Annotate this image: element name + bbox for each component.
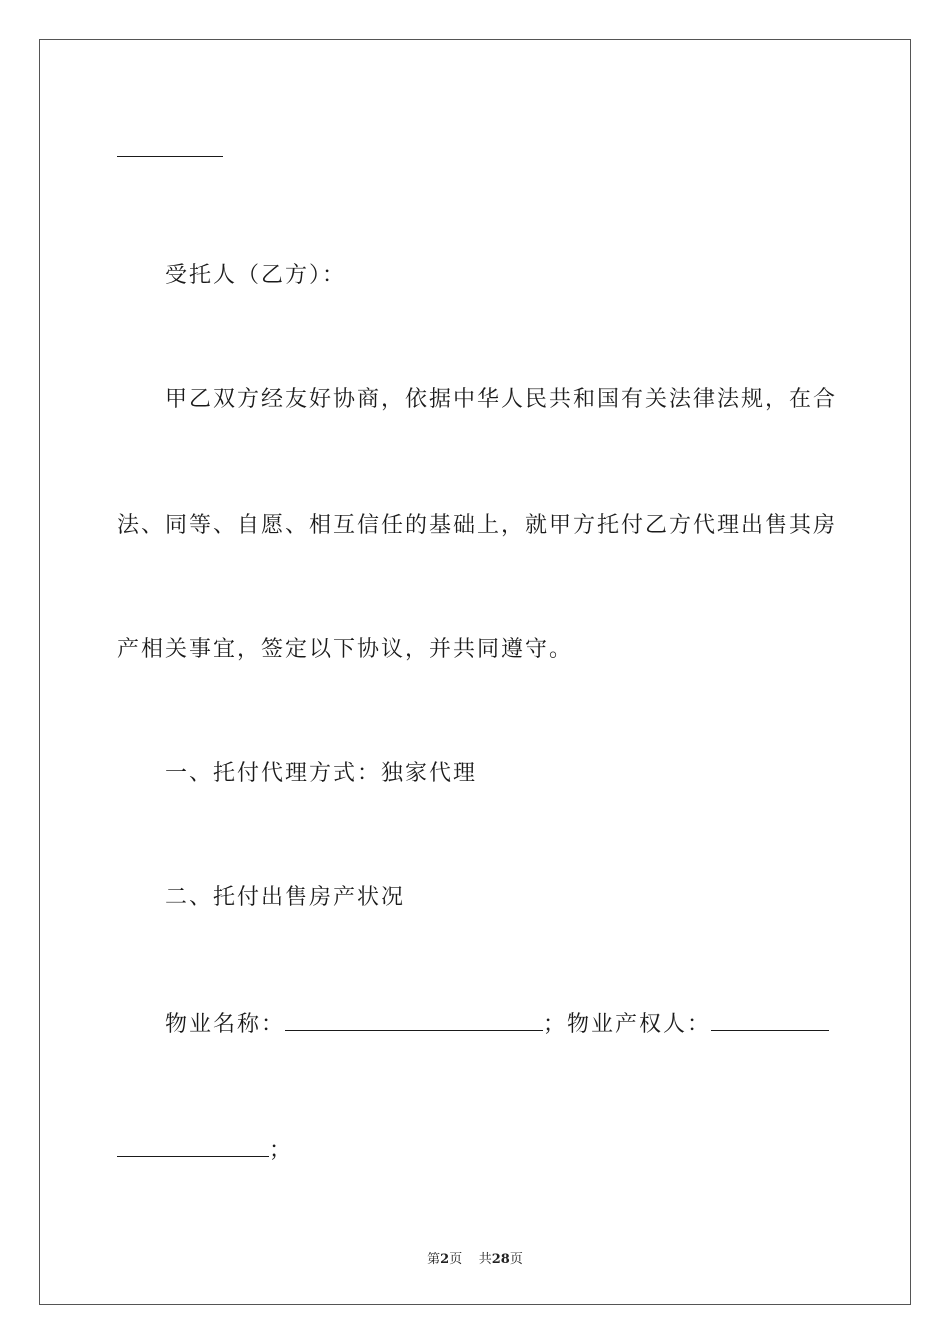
page-frame	[39, 39, 911, 1305]
page-unit: 页	[449, 1252, 463, 1267]
property-separator: ；	[543, 1012, 568, 1037]
property-name-field[interactable]	[285, 1010, 543, 1031]
total-prefix: 共	[478, 1252, 492, 1267]
paragraph-line-1: 甲乙双方经友好协商，依据中华人民共和国有关法律法规，在合	[165, 387, 838, 412]
property-line	[165, 1010, 829, 1039]
property-name-label: 物业名称：	[165, 1012, 286, 1037]
owner-continuation-line	[117, 1136, 293, 1165]
total-page-number: 28	[491, 1252, 510, 1267]
paragraph-line-2: 法、同等、自愿、相互信任的基础上，就甲方托付乙方代理出售其房	[117, 513, 838, 538]
paragraph-line-3: 产相关事宜，签定以下协议，并共同遵守。	[117, 637, 574, 662]
item-1-heading: 一、托付代理方式：独家代理	[165, 761, 478, 786]
item-2-heading: 二、托付出售房产状况	[165, 885, 406, 910]
total-unit: 页	[509, 1252, 523, 1267]
page-footer	[0, 1248, 950, 1267]
owner-field-continued[interactable]	[117, 1136, 269, 1157]
owner-label: 物业产权人：	[567, 1012, 712, 1037]
trustee-label: 受托人（乙方）：	[165, 263, 347, 288]
top-blank-line	[117, 136, 223, 165]
page-prefix: 第	[427, 1252, 441, 1267]
owner-end: ；	[269, 1138, 294, 1163]
current-page-number: 2	[440, 1252, 450, 1267]
blank-field[interactable]	[117, 136, 223, 157]
owner-field[interactable]	[711, 1010, 829, 1031]
